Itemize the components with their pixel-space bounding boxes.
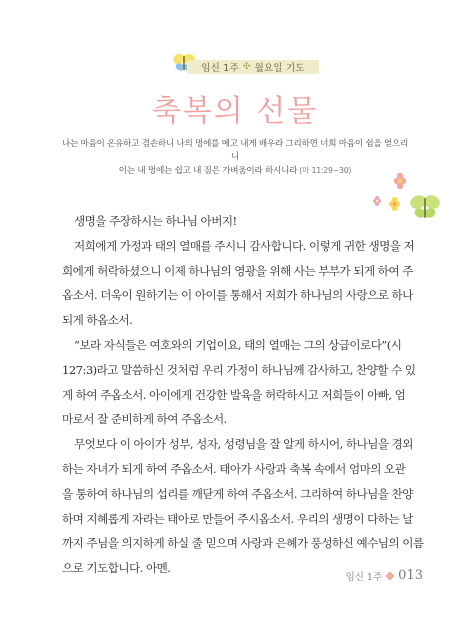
body-line: “보라 자식들은 여호와의 기업이요, 태의 열매는 그의 상급이로다”(시 — [74, 337, 402, 352]
body-line: 까지 주님을 의지하게 하실 줄 믿으며 사랑과 은혜가 풍성하신 예수님의 이름 — [62, 536, 424, 551]
prayer-body — [62, 209, 424, 581]
body-line: 무엇보다 이 아이가 성부, 성자, 성령님을 잘 알게 하시어, 하나님을 경외 — [74, 437, 413, 452]
body-line: 하며 지혜롭게 자라는 태아로 만들어 주시옵소서. 우리의 생명이 다하는 날 — [62, 511, 413, 526]
body-line: 으로 기도합니다. 아멘. — [62, 561, 171, 576]
page-title: 축복의 선물 — [151, 94, 319, 129]
body-line: 게 하여 주옵소서. 아이에게 건강한 발육을 허락하시고 저희들이 아빠, 엄 — [62, 387, 406, 402]
body-line: 마로서 잘 준비하게 하여 주옵소서. — [62, 412, 227, 427]
page-number: 013 — [398, 568, 423, 583]
body-line: 을 통하여 하나님의 섭리를 깨닫게 하여 주옵소서. 그리하여 하나님을 찬양 — [62, 486, 413, 501]
verse-line-1: 나는 마음이 온유하고 겸손하니 나의 멍에를 메고 내게 배우라 그리하면 너희 마음이 쉼을 얻으리니 — [61, 139, 409, 162]
verse-line-2-text: 이는 내 멍에는 쉽고 내 짐은 가벼움이라 하시니라 — [118, 166, 298, 176]
flower-icon — [385, 571, 395, 581]
body-line: 희에게 허락하셨으니 이제 하나님의 영광을 위해 사는 부부가 되게 하여 주 — [62, 263, 413, 278]
flower-icon — [394, 173, 406, 189]
body-line: 되게 하옵소서. — [62, 313, 133, 328]
body-line: 생명을 주장하시는 하나님 아버지! — [74, 214, 237, 228]
header-tag — [187, 60, 319, 74]
body-line: 하는 자녀가 되게 하여 주옵소서. 태아가 사랑과 축복 속에서 엄마의 오관 — [62, 461, 406, 476]
body-line: 옵소서. 더욱이 원하기는 이 아이를 통해서 저희가 하나님의 사랑으로 하나 — [62, 288, 413, 303]
verse-line-2 — [60, 164, 410, 178]
footer-section: 임신 1주 — [345, 571, 383, 583]
verse-reference: (마 11:29~30) — [299, 166, 352, 175]
page-footer — [346, 568, 423, 583]
separator-glyph: ✣ — [242, 62, 251, 72]
day-label: 월요일 기도 — [254, 63, 305, 74]
body-line: 127:3)라고 말씀하신 것처럼 우리 가정이 하나님께 감사하고, 찬양할 수 있 — [62, 362, 416, 377]
week-label: 임신 1주 — [201, 63, 239, 74]
scripture-verse — [60, 138, 410, 178]
flower-icon — [373, 196, 381, 206]
body-line: 저희에게 가정과 태의 열매를 주시니 감사합니다. 이렇게 귀한 생명을 저 — [74, 238, 415, 253]
